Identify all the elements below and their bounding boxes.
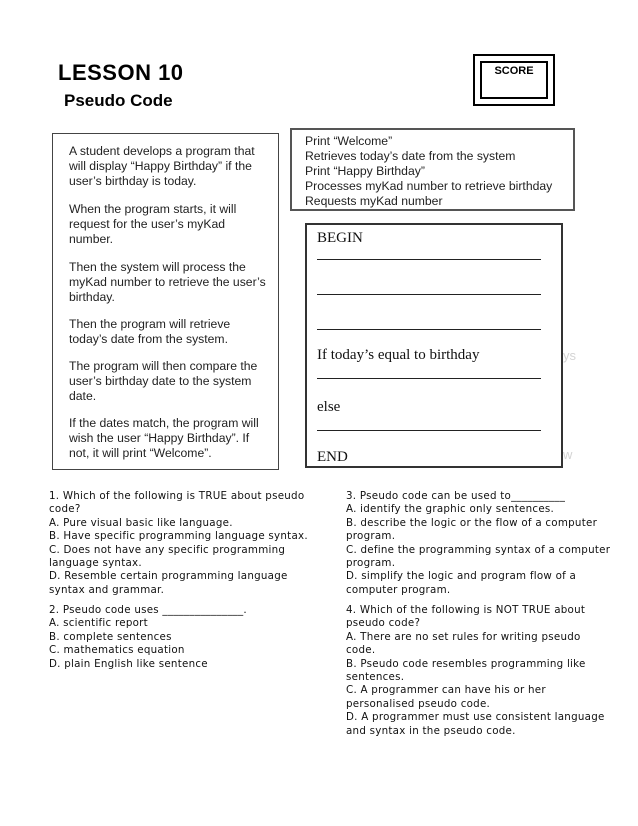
scenario-line: user’s birthday is today. [69,174,197,188]
scenario-paragraph [69,144,274,189]
option-line: D. plain English like sentence [49,657,208,670]
pseudocode-begin: BEGIN [317,230,363,246]
pseudocode-box [305,223,563,468]
question-line: 3. Pseudo code can be used to__________ [346,490,566,502]
option-line: A. There are no set rules for writing pseudo [346,630,581,643]
question-line: 1. Which of the following is TRUE about pseudo [49,490,305,502]
option-line: C. A programmer can have his or her [346,684,546,697]
lesson-subtitle: Pseudo Code [64,91,173,110]
scenario-paragraph [69,317,274,347]
option-line: B. describe the logic or the flow of a computer [346,516,598,529]
scenario-paragraph [69,202,274,247]
scenario-line: today’s date from the system. [69,332,228,346]
step-line: Processes myKad number to retrieve birthday [305,179,553,193]
steps-box [290,128,575,211]
scenario-paragraph [69,260,274,305]
pseudocode-end: END [317,449,348,465]
question-4 [346,604,605,738]
option-line: D. simplify the logic and program flow of a [346,570,577,583]
option-line: C. define the programming syntax of a computer [346,543,611,556]
answer-blank [317,294,541,295]
option-line: and syntax in the pseudo code. [346,724,516,737]
question-2 [49,604,247,671]
answer-blank [317,259,541,260]
score-inner-frame [480,61,548,99]
score-box [473,54,555,106]
option-line: A. scientific report [49,617,148,630]
scenario-line: If the dates match, the program will [69,416,259,430]
scenario-line: date. [69,389,97,403]
step-line: Print “Welcome” [305,134,393,148]
question-3 [346,490,610,597]
step-line: Print “Happy Birthday” [305,164,425,178]
option-line: personalised pseudo code. [346,697,491,710]
question-line: 4. Which of the following is NOT TRUE about [346,604,586,616]
answer-blank [317,378,541,379]
option-line: B. Have specific programming language syntax. [49,530,308,543]
question-line: 2. Pseudo code uses _______________. [49,604,247,616]
option-line: program. [346,557,396,570]
lesson-title: LESSON 10 [58,60,184,85]
option-line: B. Pseudo code resembles programming like [346,657,586,670]
pseudocode-else: else [317,399,341,415]
score-label: SCORE [494,65,534,77]
scenario-paragraph [69,359,274,404]
option-line: B. complete sentences [49,630,172,643]
scenario-line: Then the system will process the [69,260,246,274]
step-line: Retrieves today’s date from the system [305,149,516,163]
answer-blank [317,430,541,431]
watermark-text: w [563,447,573,462]
watermark-text: ys [563,348,576,363]
scenario-line: myKad number to retrieve the user’s [69,275,266,289]
question-line: pseudo code? [346,617,421,630]
pseudocode-condition: If today’s equal to birthday [317,347,480,363]
option-line: computer program. [346,583,451,596]
step-line: Requests myKad number [305,194,443,208]
scenario-line: Then the program will retrieve [69,317,231,331]
question-line: code? [49,503,81,516]
answer-blank [317,329,541,330]
option-line: A. identify the graphic only sentences. [346,503,555,516]
scenario-paragraph [69,416,274,461]
option-line: C. mathematics equation [49,644,185,657]
scenario-line: birthday. [69,290,115,304]
option-line: code. [346,644,376,657]
option-line: syntax and grammar. [49,583,165,596]
option-line: D. A programmer must use consistent language [346,711,605,724]
scenario-box [52,133,279,470]
scenario-line: will display “Happy Birthday” if the [69,159,252,173]
option-line: language syntax. [49,557,142,570]
scenario-line: number. [69,232,114,246]
scenario-line: A student develops a program that [69,144,255,158]
question-1 [49,490,308,597]
option-line: C. Does not have any specific programming [49,543,286,556]
scenario-line: user’s birthday date to the system [69,374,252,388]
option-line: sentences. [346,671,405,684]
scenario-line: The program will then compare the [69,359,258,373]
option-line: D. Resemble certain programming language [49,570,288,583]
scenario-line: not, it will print “Welcome”. [69,446,212,460]
option-line: A. Pure visual basic like language. [49,516,233,529]
scenario-line: request for the user’s myKad [69,217,226,231]
option-line: program. [346,530,396,543]
scenario-line: When the program starts, it will [69,202,237,216]
scenario-line: wish the user “Happy Birthday”. If [69,431,250,445]
